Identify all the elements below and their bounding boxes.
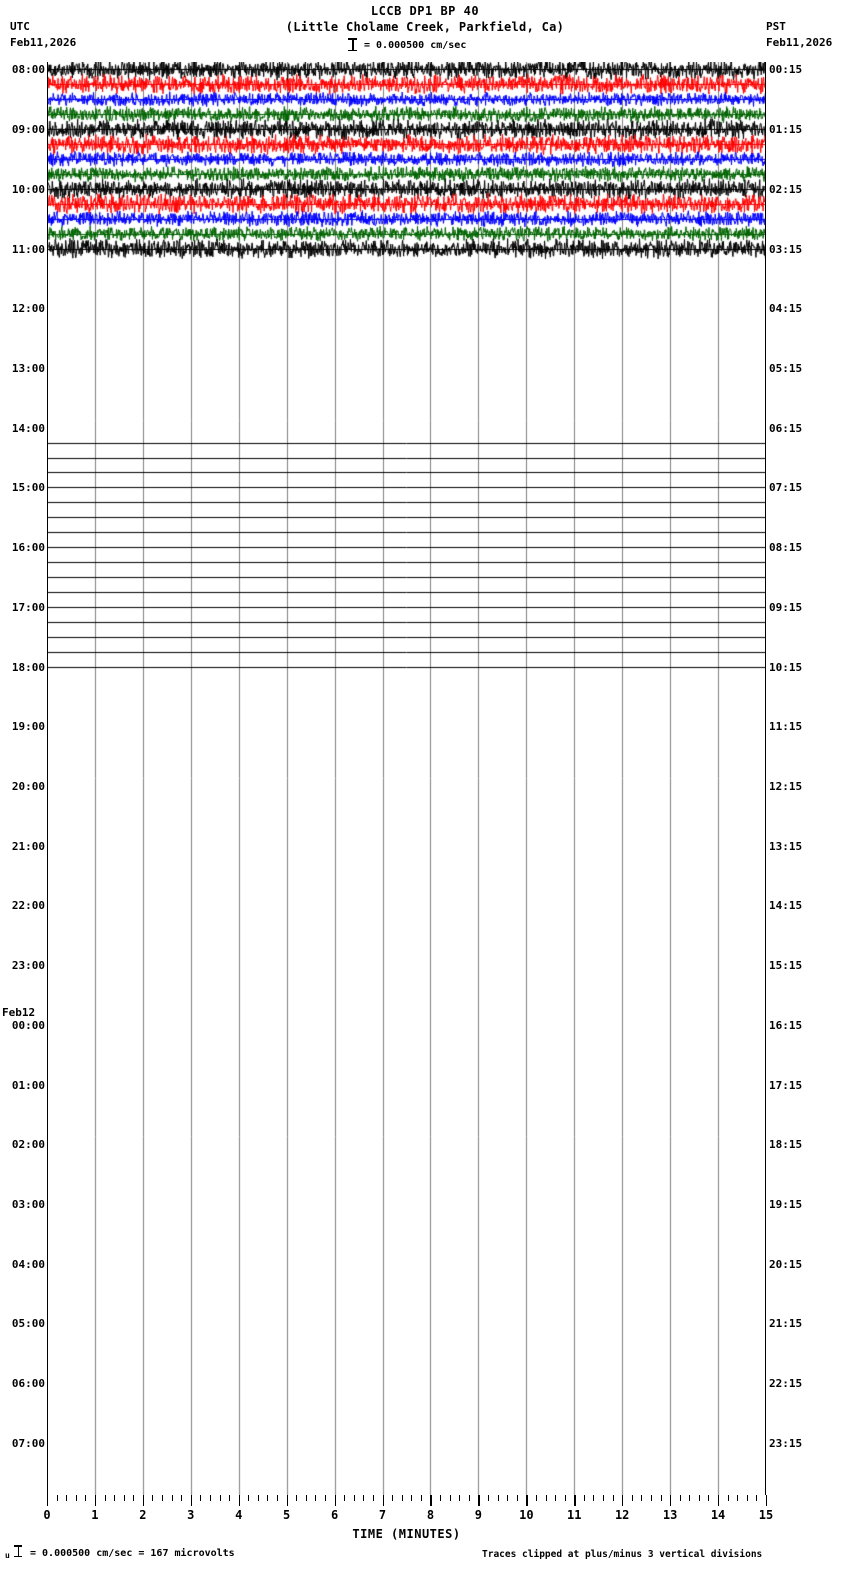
x-tick-minor: [354, 1495, 355, 1501]
x-tick-minor: [181, 1495, 182, 1501]
x-axis-label-8: 8: [426, 1508, 435, 1522]
x-tick-minor: [172, 1495, 173, 1501]
time-label-utc-0600: 06:00: [11, 1377, 45, 1391]
x-tick-minor: [220, 1495, 221, 1501]
time-label-utc-1800: 18:00: [11, 660, 45, 674]
x-tick-major: [287, 1495, 288, 1506]
right-timezone-label: PST: [766, 20, 786, 33]
x-tick-minor: [641, 1495, 642, 1501]
x-tick-major: [574, 1495, 575, 1506]
x-tick-minor: [651, 1495, 652, 1501]
x-tick-minor: [133, 1495, 134, 1501]
x-axis-label-6: 6: [330, 1508, 339, 1522]
x-tick-minor: [152, 1495, 153, 1501]
x-tick-minor: [450, 1495, 451, 1501]
x-axis-label-11: 11: [567, 1508, 582, 1522]
time-label-utc-0200: 02:00: [11, 1138, 45, 1152]
x-tick-minor: [632, 1495, 633, 1501]
x-tick-minor: [76, 1495, 77, 1501]
time-label-utc-0700: 07:00: [11, 1436, 45, 1450]
x-axis-label-12: 12: [614, 1508, 630, 1522]
time-label-pst-0815: 08:15: [769, 541, 803, 555]
time-label-pst-1915: 19:15: [769, 1197, 803, 1211]
x-axis-label-0: 0: [43, 1508, 51, 1522]
time-label-pst-1815: 18:15: [769, 1138, 803, 1152]
left-timezone-label: UTC: [10, 20, 30, 33]
x-tick-minor: [306, 1495, 307, 1501]
x-tick-minor: [363, 1495, 364, 1501]
x-tick-major: [430, 1495, 431, 1506]
x-tick-minor: [248, 1495, 249, 1501]
x-tick-major: [239, 1495, 240, 1506]
time-label-pst-0915: 09:15: [769, 600, 803, 614]
x-tick-major: [526, 1495, 527, 1506]
time-label-pst-0615: 06:15: [769, 421, 803, 435]
time-label-pst-1215: 12:15: [769, 779, 803, 793]
x-tick-major: [191, 1495, 192, 1506]
x-tick-minor: [315, 1495, 316, 1501]
time-label-pst-0715: 07:15: [769, 481, 803, 495]
x-axis-label-15: 15: [758, 1508, 774, 1522]
x-axis-label-7: 7: [378, 1508, 387, 1522]
time-label-utc-1500: 15:00: [11, 481, 45, 495]
chart-header: [0, 0, 850, 58]
time-label-pst-1015: 10:15: [769, 660, 803, 674]
x-tick-minor: [507, 1495, 508, 1501]
time-label-pst-2015: 20:15: [769, 1257, 803, 1271]
x-tick-minor: [546, 1495, 547, 1501]
x-axis-label-10: 10: [519, 1508, 534, 1522]
x-tick-minor: [699, 1495, 700, 1501]
x-tick-minor: [440, 1495, 441, 1501]
x-axis-label-3: 3: [187, 1508, 195, 1522]
x-axis-label-2: 2: [139, 1508, 147, 1522]
x-tick-minor: [114, 1495, 115, 1501]
x-tick-minor: [469, 1495, 470, 1501]
x-tick-minor: [373, 1495, 374, 1501]
time-label-utc-0100: 01:00: [11, 1078, 45, 1092]
x-tick-minor: [344, 1495, 345, 1501]
x-axis-label-14: 14: [710, 1508, 726, 1522]
x-tick-minor: [210, 1495, 211, 1501]
time-label-utc-0500: 05:00: [11, 1317, 45, 1331]
x-tick-minor: [162, 1495, 163, 1501]
x-tick-minor: [536, 1495, 537, 1501]
time-label-pst-0015: 00:15: [769, 63, 803, 77]
time-label-utc-0900: 09:00: [11, 123, 45, 137]
time-label-pst-2115: 21:15: [769, 1317, 803, 1331]
time-label-utc-2300: 23:00: [11, 959, 45, 973]
x-tick-minor: [728, 1495, 729, 1501]
x-tick-minor: [105, 1495, 106, 1501]
time-label-pst-2215: 22:15: [769, 1377, 803, 1391]
x-tick-minor: [498, 1495, 499, 1501]
time-label-utc-2200: 22:00: [11, 899, 45, 913]
x-tick-minor: [229, 1495, 230, 1501]
x-tick-minor: [57, 1495, 58, 1501]
x-tick-major: [335, 1495, 336, 1506]
time-label-pst-1115: 11:15: [769, 720, 803, 734]
time-label-utc-0300: 03:00: [11, 1197, 45, 1211]
x-tick-minor: [325, 1495, 326, 1501]
footer-calibration-text: = 0.000500 cm/sec = 167 microvolts: [30, 1548, 235, 1559]
time-label-utc-1900: 19:00: [11, 720, 45, 734]
seismogram-plot: [47, 62, 766, 1495]
time-label-utc-2000: 20:00: [11, 779, 45, 793]
footer-scale-bar-icon: [14, 1545, 22, 1557]
x-tick-minor: [593, 1495, 594, 1501]
x-axis-ticks: [47, 1495, 766, 1513]
x-axis-label-9: 9: [474, 1508, 483, 1522]
x-tick-minor: [402, 1495, 403, 1501]
time-label-pst-0415: 04:15: [769, 302, 803, 316]
time-label-pst-0515: 05:15: [769, 362, 803, 375]
time-label-utc-1400: 14:00: [11, 421, 45, 435]
right-date-label: Feb11,2026: [766, 36, 833, 49]
x-tick-major: [143, 1495, 144, 1506]
x-axis-label-1: 1: [91, 1508, 99, 1522]
x-axis-label-5: 5: [283, 1508, 291, 1522]
time-label-utc-2100: 21:00: [11, 839, 45, 853]
time-label-utc-0000: 00:00: [11, 1018, 45, 1032]
time-label-pst-1615: 16:15: [769, 1018, 803, 1032]
x-tick-minor: [555, 1495, 556, 1501]
time-label-utc-0800: 08:00: [11, 63, 45, 77]
time-label-pst-1415: 14:15: [769, 899, 803, 913]
scale-legend-text: = 0.000500 cm/sec: [364, 40, 467, 51]
x-axis-title: TIME (MINUTES): [352, 1527, 461, 1541]
x-axis-label-13: 13: [662, 1508, 678, 1522]
x-tick-minor: [747, 1495, 748, 1501]
time-label-pst-2315: 23:15: [769, 1436, 803, 1450]
x-tick-minor: [392, 1495, 393, 1501]
x-tick-minor: [411, 1495, 412, 1501]
time-label-utc-1100: 11:00: [11, 242, 45, 256]
x-tick-minor: [277, 1495, 278, 1501]
x-tick-minor: [661, 1495, 662, 1501]
x-tick-minor: [565, 1495, 566, 1501]
x-tick-major: [478, 1495, 479, 1506]
time-label-utc-1700: 17:00: [11, 600, 45, 614]
x-tick-minor: [85, 1495, 86, 1501]
x-tick-minor: [517, 1495, 518, 1501]
footer-clipping-note: Traces clipped at plus/minus 3 vertical divisions: [482, 1549, 763, 1560]
x-tick-minor: [296, 1495, 297, 1501]
x-tick-minor: [124, 1495, 125, 1501]
station-location: (Little Cholame Creek, Parkfield, Ca): [285, 20, 565, 34]
time-label-utc-1300: 13:00: [11, 362, 45, 375]
x-tick-minor: [737, 1495, 738, 1501]
x-tick-major: [622, 1495, 623, 1506]
x-tick-minor: [421, 1495, 422, 1501]
x-tick-minor: [584, 1495, 585, 1501]
x-tick-minor: [756, 1495, 757, 1501]
x-tick-minor: [200, 1495, 201, 1501]
x-tick-minor: [488, 1495, 489, 1501]
time-label-pst-0215: 02:15: [769, 182, 803, 196]
time-label-pst-1515: 15:15: [769, 959, 803, 973]
x-tick-major: [670, 1495, 671, 1506]
date-break-label: Feb12: [2, 1005, 36, 1019]
time-label-utc-1200: 12:00: [11, 302, 45, 316]
time-label-utc-0400: 04:00: [11, 1257, 45, 1271]
x-tick-minor: [459, 1495, 460, 1501]
page-title: LCCB DP1 BP 40: [370, 4, 480, 18]
x-axis-label-4: 4: [235, 1508, 243, 1522]
x-tick-minor: [66, 1495, 67, 1501]
x-tick-minor: [708, 1495, 709, 1501]
x-tick-major: [47, 1495, 48, 1506]
time-label-pst-1315: 13:15: [769, 839, 803, 853]
x-tick-minor: [267, 1495, 268, 1501]
left-date-label: Feb11,2026: [10, 36, 77, 49]
footer-scale-prefix: u: [5, 1551, 10, 1560]
x-tick-major: [718, 1495, 719, 1506]
x-tick-minor: [680, 1495, 681, 1501]
scale-bar-icon: [348, 38, 357, 51]
time-label-utc-1000: 10:00: [11, 182, 45, 196]
x-tick-minor: [689, 1495, 690, 1501]
time-label-pst-0315: 03:15: [769, 242, 803, 256]
x-tick-major: [766, 1495, 767, 1506]
x-tick-minor: [603, 1495, 604, 1501]
x-tick-major: [95, 1495, 96, 1506]
x-tick-minor: [613, 1495, 614, 1501]
x-tick-minor: [258, 1495, 259, 1501]
time-label-utc-1600: 16:00: [11, 541, 45, 555]
time-label-pst-1715: 17:15: [769, 1078, 803, 1092]
time-label-pst-0115: 01:15: [769, 123, 803, 137]
x-tick-major: [383, 1495, 384, 1506]
